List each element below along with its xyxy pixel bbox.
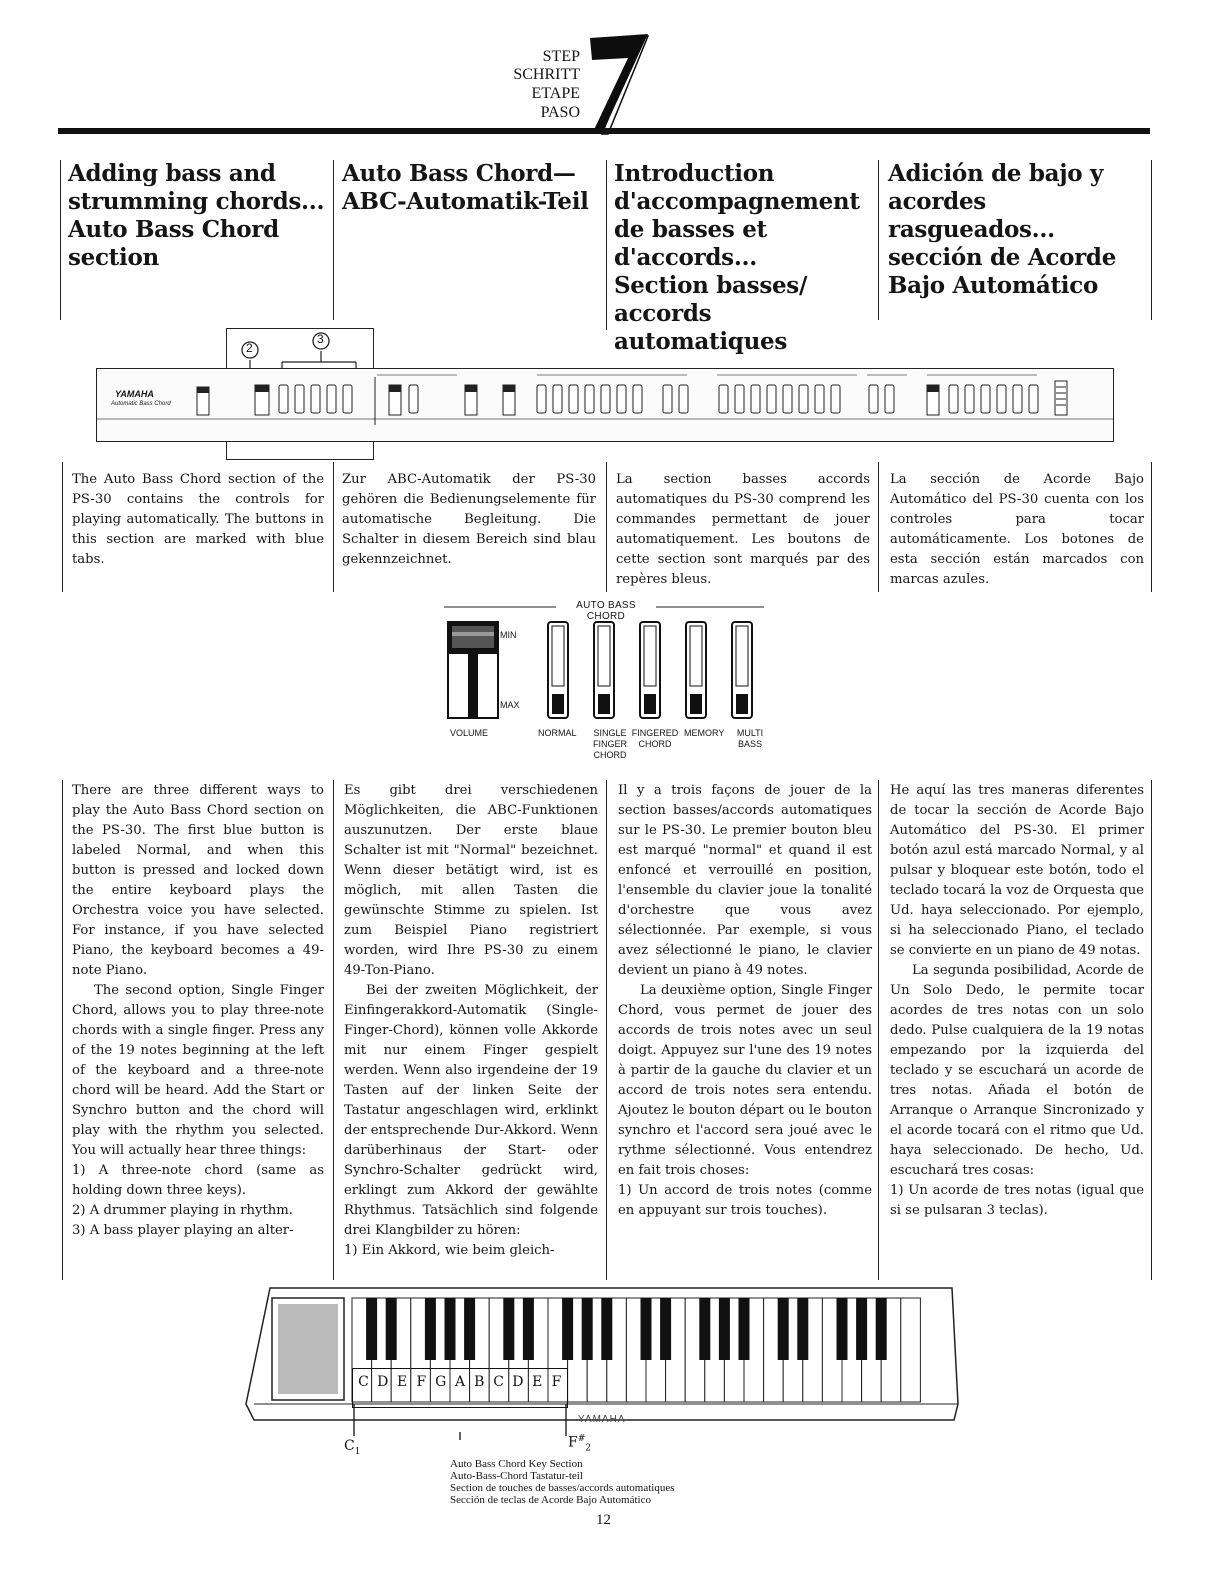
panel-controls (97, 369, 1113, 441)
divider (1151, 780, 1152, 1280)
intro-en: The Auto Bass Chord section of the PS-30 contains the controls for playing automatically. The buttons in this section are marked with blue tabs. (72, 472, 324, 567)
keyboard-note-labels (354, 1370, 566, 1400)
divider (878, 160, 879, 320)
divider (878, 780, 879, 1280)
black-key (582, 1298, 593, 1360)
step-number-seven (582, 30, 652, 140)
note-label: E (532, 1374, 543, 1390)
abc-label-single-finger: SINGLE FINGER CHORD (592, 728, 627, 760)
black-key (660, 1298, 671, 1360)
intro-es: La sección de Acorde Bajo Automático del PS-30 cuenta con los controles para tocar automáticamente. Los botones de esta sección están marcados con marcas azules. (890, 472, 1144, 587)
abc-label-fingered: FINGERED CHORD (631, 728, 679, 749)
black-key (856, 1298, 867, 1360)
body-es: He aquí las tres maneras diferentes de tocar la sección de Acorde Bajo Automático del PS-30. El primer botón azul está marcado Normal, y al pulsar y bloquear este botón, todo el teclado tocará la voz de Orquesta que Ud. haya seleccionado. Por ejemplo, si ha seleccionado Piano, el teclado se convierte en un piano de 49 notas. La segunda posibilidad, Acorde de Un Solo Dedo, le permite tocar acordes de tres notas con un solo dedo. Pulse cualquiera de la 19 notas empezando por la izquierda del teclado y se escuchará un acorde de tres notas. Añada el botón de Arranque o Arranque Sincronizado y el acorde tocará con el ritmo que Ud. haya seleccionado. De hecho, Ud. escuchará tres cosas: 1) Un acorde de tres notas (igual que si se pulsaran 3 teclas). (890, 783, 1144, 1218)
callout-2-label: 2 (246, 341, 253, 355)
step-label-en: STEP (542, 48, 580, 65)
divider (60, 160, 61, 320)
title-es: Adición de bajo y acordes rasgueados... sección de Acorde Bajo Automático (888, 160, 1117, 299)
control-panel (96, 368, 1114, 442)
title-en: Adding bass and strumming chords... Auto Bass Chord section (68, 160, 325, 271)
black-key (523, 1298, 534, 1360)
black-key (464, 1298, 475, 1360)
abc-controls-diagram (440, 614, 770, 726)
black-key (876, 1298, 887, 1360)
divider (878, 462, 879, 592)
keyboard-caption: Auto Bass Chord Key Section Auto-Bass-Chord Tastatur-teil Section de touches de basses/accords automatiques Sección de teclas de Acorde Bajo Automático (450, 1458, 675, 1506)
title-fr: Introduction d'accompagnement de basses et d'accords... Section basses/ accords automatiques (614, 160, 860, 355)
divider (1151, 160, 1152, 320)
black-key (562, 1298, 573, 1360)
title-de: Auto Bass Chord— ABC-Automatik-Teil (342, 160, 589, 215)
abc-min-label: MIN (500, 630, 517, 640)
key-range-low-marker: $C_1$ (344, 1438, 361, 1457)
black-key (445, 1298, 456, 1360)
note-label: D (377, 1374, 389, 1390)
note-label: C (493, 1374, 504, 1390)
note-label: F (551, 1374, 562, 1390)
intro-fr: La section basses accords automatiques du PS-30 comprend les commandes permettant de jouer automatiquement. Les boutons de cette section sont marqués par des repères bleus. (616, 472, 870, 587)
divider (606, 462, 607, 592)
black-key (425, 1298, 436, 1360)
abc-heading: AUTO BASS CHORD (576, 600, 636, 622)
divider (333, 160, 334, 320)
abc-max-label: MAX (500, 700, 520, 710)
black-key (366, 1298, 377, 1360)
black-key (797, 1298, 808, 1360)
black-key (778, 1298, 789, 1360)
abc-label-volume: VOLUME (450, 728, 489, 738)
intro-de: Zur ABC-Automatik der PS-30 gehören die Bedienungselemente für automatische Begleitung. Die Schalter in diesem Bereich sind blau gekennzeichnet. (342, 472, 596, 567)
note-label: G (435, 1374, 447, 1390)
keyboard-brand: YAMAHA (578, 1414, 626, 1425)
black-key (503, 1298, 514, 1360)
black-key (739, 1298, 750, 1360)
abc-label-memory: MEMORY (684, 728, 725, 738)
panel-subtitle: Automatic Bass Chord (111, 401, 171, 407)
page-number: 12 (596, 1512, 611, 1528)
note-label: B (474, 1374, 485, 1390)
divider (333, 462, 334, 592)
key-range-high-marker: $F^{\#}_2$ (568, 1434, 591, 1454)
black-key (601, 1298, 612, 1360)
divider (1151, 462, 1152, 592)
callout-3-label: 3 (317, 332, 324, 346)
black-key (699, 1298, 710, 1360)
black-key (719, 1298, 730, 1360)
panel-brand: YAMAHA (115, 389, 154, 399)
divider (333, 780, 334, 1280)
note-label: D (512, 1374, 524, 1390)
white-key (901, 1298, 921, 1402)
abc-label-normal: NORMAL (538, 728, 577, 738)
divider (62, 462, 63, 592)
divider (606, 780, 607, 1280)
note-label: C (358, 1374, 369, 1390)
body-de: Es gibt drei verschiedenen Möglichkeiten, die ABC-Funktionen auszunutzen. Der erste blaue Schalter ist mit "Normal" bezeichnet. Wenn dieser betätigt wird, ist es möglich, mit allen Tasten die gewünschte Stimme zu spielen. Ist zum Beispiel Piano registriert worden, wird Ihre PS-30 zu einem 49-Ton-Piano. Bei der zweiten Möglichkeit, der Einfingerakkord-Automatik (Single-Finger-Chord), können volle Akkorde mit nur einem Finger gespielt werden. Wenn also irgendeine der 19 Tasten auf der linken Seite der Tastatur angeschlagen wird, erklinkt der entsprechende Dur-Akkord. Wenn darüberhinaus der Start- oder Synchro-Schalter gedrückt wird, erklingt zum Akkord der gewählte Rhythmus. Tatsächlich sind folgende drei Klangbilder zu hören: 1) Ein Akkord, wie beim gleich- (344, 783, 598, 1258)
step-label-es: PASO (540, 104, 580, 121)
step-label-de: SCHRITT (513, 66, 580, 83)
note-label: E (396, 1374, 408, 1390)
divider (606, 160, 607, 330)
abc-label-multi-bass: MULTI BASS (736, 728, 764, 749)
black-key (386, 1298, 397, 1360)
note-label: F (416, 1374, 427, 1390)
body-en: There are three different ways to play the Auto Bass Chord section on the PS-30. The first blue button is labeled Normal, and when this button is pressed and locked down the entire keyboard plays the Orchestra voice you have selected. For instance, if you have selected Piano, the keyboard becomes a 49-note Piano. The second option, Single Finger Chord, allows you to play three-note chords with a single finger. Press any of the 19 notes beginning at the left of the keyboard and a three-note chord will be heard. Add the Start or Synchro button and the chord will play with the rhythm you selected. You will actually hear three things: 1) A three-note chord (same as holding down three keys). 2) A drummer playing in rhythm. 3) A bass player playing an alter- (72, 783, 324, 1238)
key-range-markers (340, 1404, 580, 1440)
note-label: A (454, 1374, 466, 1390)
step-label-fr: ETAPE (531, 85, 580, 102)
header-rule (58, 128, 1150, 134)
divider (62, 780, 63, 1280)
black-key (837, 1298, 848, 1360)
body-fr: Il y a trois façons de jouer de la section basses/accords automatiques sur le PS-30. Le premier bouton bleu est marqué "normal" et quand il est enfoncé et verrouillé en position, l'ensemble du clavier joue la tonalité d'orchestre que vous avez sélectionnée. Par exemple, si vous avez sélectionné le piano, le clavier devient un piano à 49 notes. La deuxième option, Single Finger Chord, vous permet de jouer des accords de trois notes avec un seul doigt. Appuyez sur l'une des 19 notes à partir de la gauche du clavier et un accord de trois notes sera entendu. Ajoutez le bouton départ ou le bouton synchro et l'accord sera joué avec le rythme sélectionné. Vous entendrez en fait trois choses: 1) Un accord de trois notes (comme en appuyant sur trois touches). (618, 783, 872, 1218)
black-key (641, 1298, 652, 1360)
